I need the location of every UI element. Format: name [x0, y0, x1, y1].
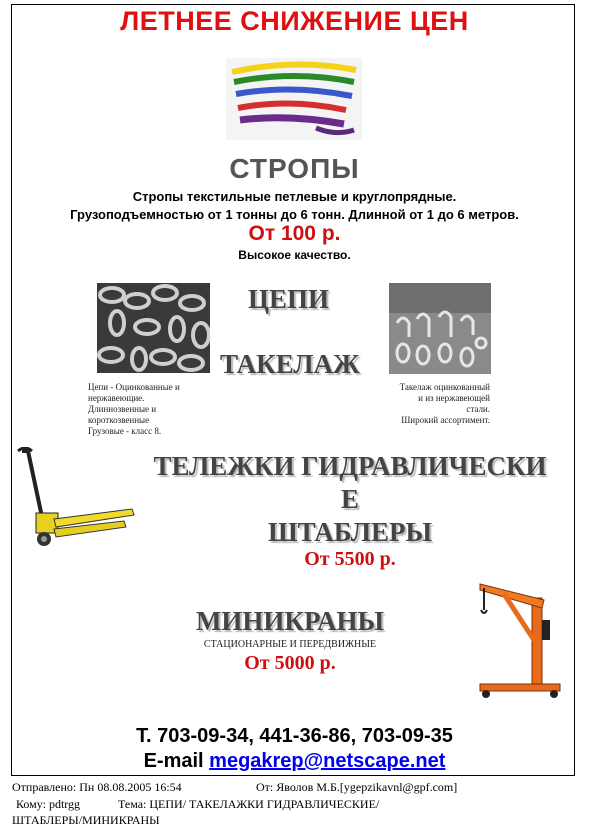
chains-image [97, 283, 210, 373]
footer-subject-continued: ШТАБЛЕРЫ/МИНИКРАНЫ [12, 813, 160, 827]
trucks-price: От 5500 р. [304, 548, 396, 570]
cranes-subtitle: СТАЦИОНАРНЫЕ И ПЕРЕДВИЖНЫЕ [203, 639, 377, 650]
chains-title: ЦЕПИ [248, 284, 330, 314]
slings-title: СТРОПЫ [229, 153, 360, 184]
trucks-title-line: Е [340, 484, 359, 514]
chains-desc-line: короткозвенные [88, 415, 150, 425]
slings-price: От 100 р. [248, 222, 341, 245]
footer-sent: Отправлено: Пн 08.08.2005 16:54 [12, 780, 182, 794]
slings-desc-line: Стропы текстильные петлевые и круглопрядные. [132, 189, 457, 204]
slings-image [226, 58, 362, 140]
trucks-title-line: ШТАБЛЕРЫ [267, 517, 433, 547]
slings-description [0, 188, 589, 224]
chains-desc-line: Грузовые - класс 8. [88, 426, 162, 436]
rigging-desc-line: Такелаж оцинкованный [399, 382, 490, 392]
mini-crane-image [474, 580, 570, 700]
email-line [0, 750, 589, 773]
rigging-image [389, 283, 491, 374]
chains-description [88, 382, 216, 437]
footer-from: От: Яволов М.Б.[ygepzikavnl@gpf.com] [256, 780, 458, 794]
email-label: E-mail [143, 750, 210, 772]
rigging-desc-line: стали. [466, 404, 490, 414]
chains-desc-line: Цепи - Оцинкованные и [88, 382, 180, 392]
chains-desc-line: нержавеющие. [88, 393, 145, 403]
pallet-truck-image [14, 447, 136, 551]
slings-desc-line: Грузоподъемностью от 1 тонны до 6 тонн. Длинной от 1 до 6 метров. [70, 207, 519, 222]
footer-to: Кому: pdtrgg [16, 797, 81, 811]
footer-subject: Тема: ЦЕПИ/ ТАКЕЛАЖКИ ГИДРАВЛИЧЕСКИЕ/ [118, 797, 380, 811]
chains-desc-line: Длиннозвенные и [88, 404, 157, 414]
trucks-title [120, 450, 580, 549]
phone-numbers: Т. 703-09-34, 441-36-86, 703-09-35 [136, 725, 453, 747]
cranes-title: МИНИКРАНЫ [195, 606, 385, 636]
headline: ЛЕТНЕЕ СНИЖЕНИЕ ЦЕН [120, 6, 469, 36]
email-link[interactable]: megakrep@netscape.net [209, 750, 446, 772]
rigging-desc-line: и из нержавеющей [418, 393, 490, 403]
rigging-description [370, 382, 490, 426]
slings-quality: Высокое качество. [238, 248, 351, 262]
rigging-desc-line: Широкий ассортимент. [401, 415, 490, 425]
rigging-title: ТАКЕЛАЖ [220, 349, 360, 379]
cranes-price: От 5000 р. [244, 652, 336, 674]
trucks-title-line: ТЕЛЕЖКИ ГИДРАВЛИЧЕСКИ [153, 451, 547, 481]
